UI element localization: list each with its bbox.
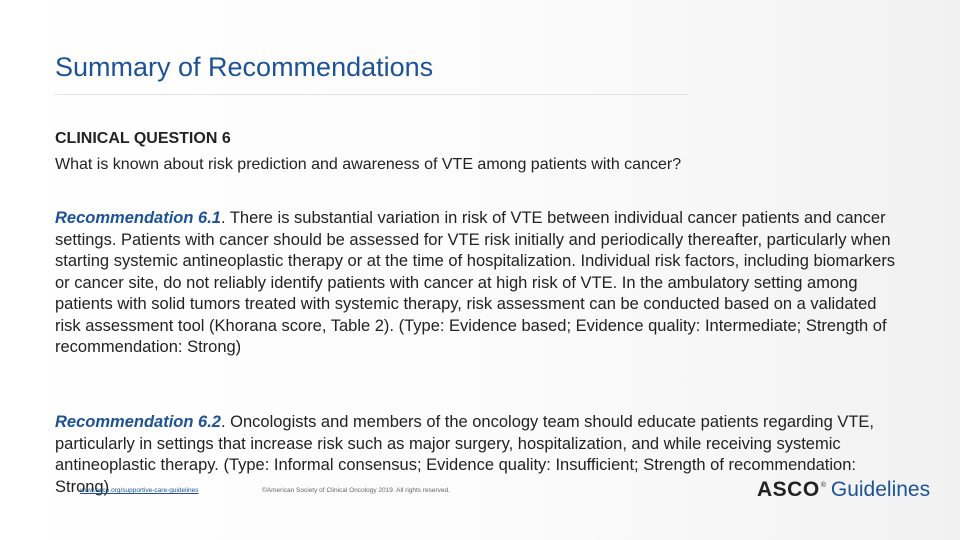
title-divider: [55, 94, 689, 95]
asco-guidelines-logo: [757, 478, 930, 502]
recommendation-label: Recommendation 6.1: [55, 209, 221, 227]
logo-registered-mark: ®: [820, 482, 826, 489]
clinical-question-heading: CLINICAL QUESTION 6: [55, 130, 231, 147]
clinical-question-text: What is known about risk prediction and awareness of VTE among patients with cancer?: [55, 156, 682, 173]
guidelines-link[interactable]: www.asco.org/supportive-care-guidelines: [80, 487, 199, 494]
recommendation-6-1: [55, 208, 905, 359]
recommendation-text: . There is substantial variation in risk of VTE between individual cancer patients and cancer settings. Patients with cancer should be assessed for VTE risk initially and periodically thereafter, particularly when starting systemic antineoplastic therapy or at the time of hospitalization. Individual risk factors, including biomarkers or cancer site, do not reliably identify patients with cancer at high risk of VTE. In the ambulatory setting among patients with solid tumors treated with systemic therapy, risk assessment can be conducted based on a validated risk assessment tool (Khorana score, Table 2). (Type: Evidence based; Evidence quality: Intermediate; Strength of recommendation: Strong): [55, 209, 896, 356]
logo-brand: ASCO: [757, 478, 820, 501]
copyright-caption: ©American Society of Clinical Oncology 2019. All rights reserved.: [262, 487, 450, 494]
recommendation-label: Recommendation 6.2: [55, 413, 221, 431]
logo-product: Guidelines: [830, 478, 931, 501]
slide-title: Summary of Recommendations: [55, 52, 434, 82]
recommendation-text: . Oncologists and members of the oncology team should educate patients regarding VTE, particularly in settings that increase risk such as major surgery, hospitalization, and while receiving systemic antineoplastic therapy. (Type: Informal consensus; Evidence quality: Insufficient; Strength of recommendation: Strong): [55, 413, 875, 496]
